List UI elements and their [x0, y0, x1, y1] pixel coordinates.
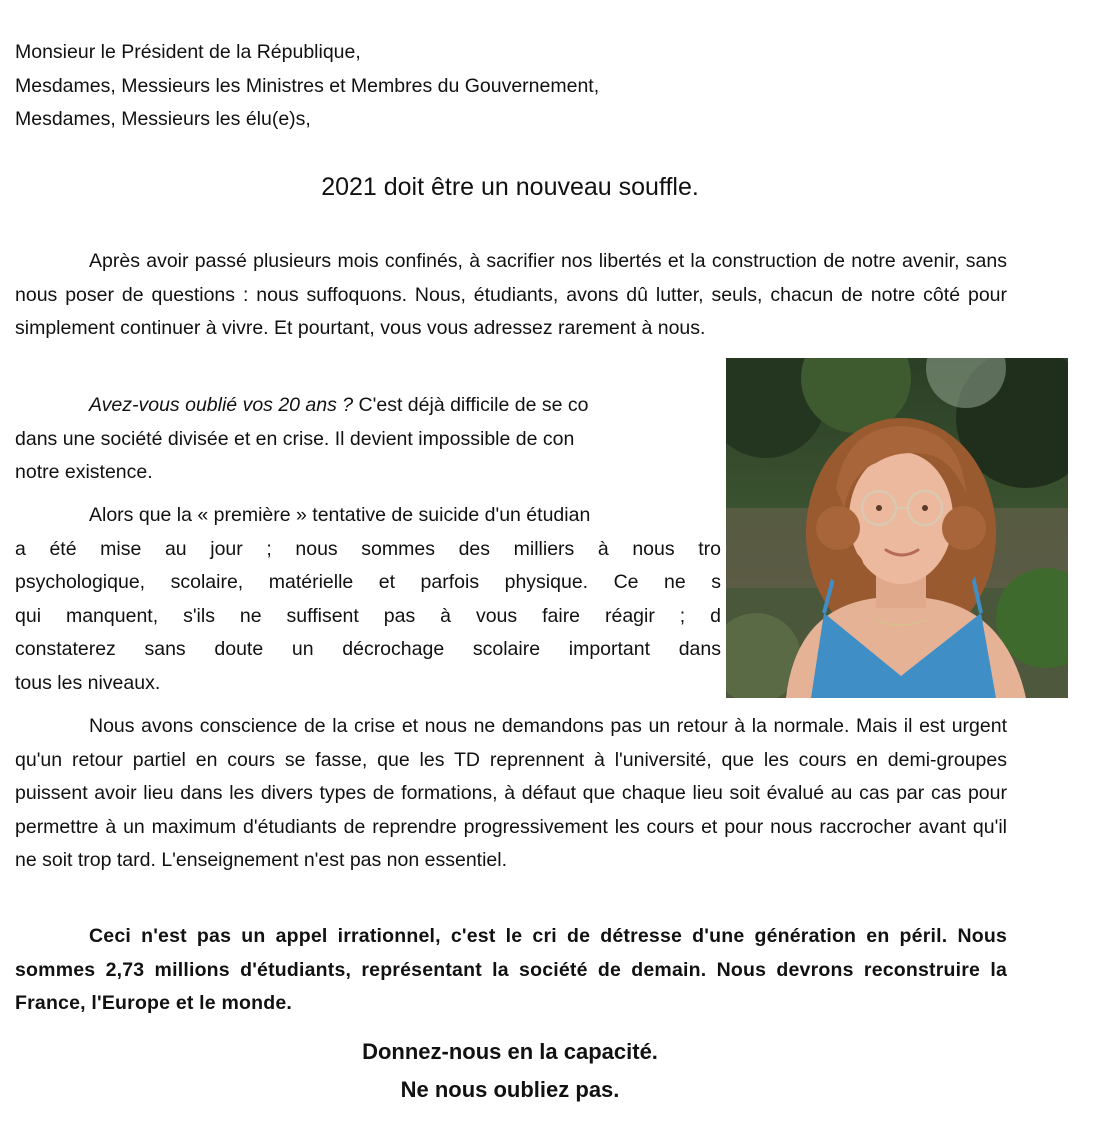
paragraph-4: [15, 710, 1007, 878]
salutation-line: Mesdames, Messieurs les élu(e)s,: [15, 108, 311, 130]
paragraph-1: [15, 245, 1007, 346]
salutation: [15, 36, 599, 137]
closing: [0, 1033, 1020, 1109]
student-portrait-photo: [726, 358, 1068, 698]
paragraph-1-text: Après avoir passé plusieurs mois confinés, à sacrifier nos libertés et la construction de notre avenir, sans nous poser de questions : nous suffoquons. Nous, étudiants, avons dû lutter, seuls, chacun de notre côté pour simplement continuer à vivre. Et pourtant, vous vous adressez rarement à nous.: [15, 250, 1007, 339]
paragraph-3-line: psychologique, scolaire, matérielle et parfois physique. Ce ne s: [15, 571, 721, 593]
paragraph-2-question: Avez-vous oublié vos 20 ans ?: [89, 394, 354, 416]
paragraph-3-line: qui manquent, s'ils ne suffisent pas à vous faire réagir ; d: [15, 604, 721, 627]
portrait-illustration: [726, 358, 1068, 698]
paragraph-3-line: a été mise au jour ; nous sommes des milliers à nous tro: [15, 537, 721, 560]
paragraph-3-line: Alors que la « première » tentative de suicide d'un étudian: [89, 504, 591, 526]
paragraph-2-line: dans une société divisée et en crise. Il devient impossible de con: [15, 427, 575, 450]
paragraph-3-line: tous les niveaux.: [15, 671, 161, 694]
paragraph-5: [15, 920, 1007, 1021]
closing-line-1: Donnez-nous en la capacité.: [362, 1039, 658, 1064]
closing-line-2: Ne nous oubliez pas.: [400, 1077, 620, 1102]
letter-title: 2021 doit être un nouveau souffle.: [321, 173, 699, 201]
paragraph-2-line: Avez-vous oublié vos 20 ans ? C'est déjà difficile de se co: [89, 394, 589, 416]
paragraph-2-line: notre existence.: [15, 461, 153, 483]
paragraph-4-text: Nous avons conscience de la crise et nous ne demandons pas un retour à la normale. Mais il est urgent qu'un retour partiel en cours se fasse, que les TD reprennent à l'université, que les cours en demi-groupes puissent avoir lieu dans les divers types de formations, à défaut que chaque lieu soit évalué au cas par cas pour permettre à un maximum d'étudiants de reprendre progressivement les cours et pour nous raccrocher avant qu'il ne soit trop tard. L'enseignement n'est pas non essentiel.: [15, 715, 1007, 871]
salutation-line: Mesdames, Messieurs les Ministres et Membres du Gouvernement,: [15, 74, 600, 97]
paragraph-3-line: constaterez sans doute un décrochage scolaire important dans: [15, 638, 721, 660]
paragraph-5-text: Ceci n'est pas un appel irrationnel, c'est le cri de détresse d'une génération en péril. Nous sommes 2,73 millions d'étudiants, représentant la société de demain. Nous devrons reconstruire la France, l'Europe et le monde.: [15, 925, 1007, 1014]
salutation-line: Monsieur le Président de la République,: [15, 41, 361, 63]
